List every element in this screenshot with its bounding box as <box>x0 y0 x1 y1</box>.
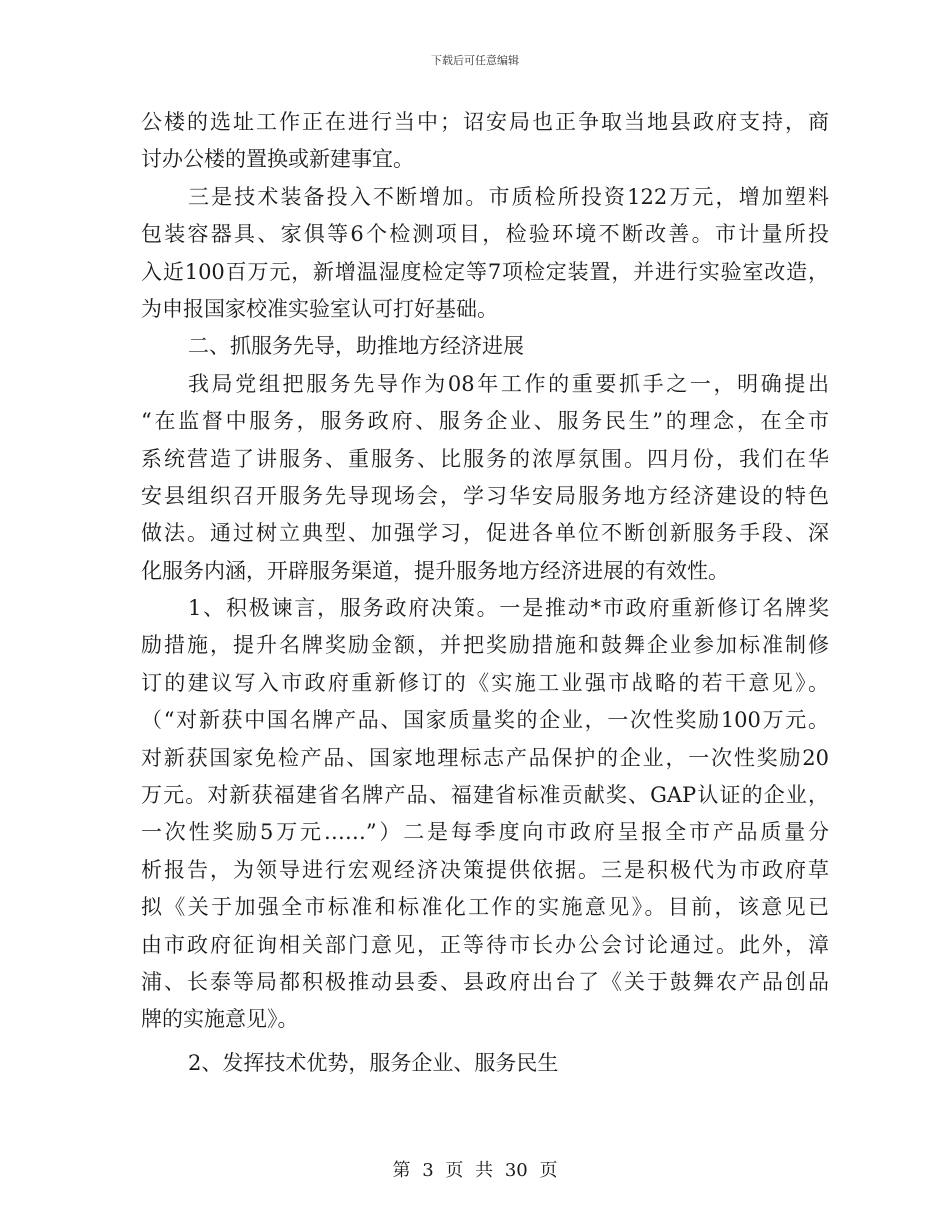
body-line: 做法。通过树立典型、加强学习，促进各单位不断创新服务手段、深 <box>141 521 829 546</box>
body-line: （“对新获中国名牌产品、国家质量奖的企业，一次性奖励100万元。 <box>141 708 829 733</box>
page-number: 第 3 页 共 30 页 <box>392 1160 558 1181</box>
document-body <box>141 104 829 1082</box>
body-line: 励措施，提升名牌奖励金额，并把奖励措施和鼓舞企业参加标准制修 <box>141 633 829 658</box>
body-line: 万元。对新获福建省名牌产品、福建省标准贡献奖、GAP认证的企业， <box>141 783 829 808</box>
body-line: 三是技术装备投入不断增加。市质检所投资122万元，增加塑料 <box>188 184 829 209</box>
page-header-note: 下载后可任意编辑 <box>431 54 519 67</box>
body-line: 析报告，为领导进行宏观经济决策提供依据。三是积极代为市政府草 <box>141 857 829 882</box>
body-line: “在监督中服务，服务政府、服务企业、服务民生”的理念，在全市 <box>141 409 829 434</box>
body-line: 1、积极谏言，服务政府决策。一是推动*市政府重新修订名牌奖 <box>188 596 829 621</box>
section-heading: 二、抓服务先导，助推地方经济进展 <box>188 334 524 359</box>
body-line: 订的建议写入市政府重新修订的《实施工业强市战略的若干意见》。 <box>141 670 829 695</box>
body-line: 入近100百万元，新增温湿度检定等7项检定装置，并进行实验室改造， <box>141 259 829 284</box>
body-line: 系统营造了讲服务、重服务、比服务的浓厚氛围。四月份，我们在华 <box>141 446 829 471</box>
body-line: 我局党组把服务先导作为08年工作的重要抓手之一，明确提出 <box>188 371 829 396</box>
body-line: 牌的实施意见》。 <box>141 1007 299 1032</box>
body-line: 一次性奖励5万元……”）二是每季度向市政府呈报全市产品质量分 <box>141 820 829 845</box>
body-line: 化服务内涵，开辟服务渠道，提升服务地方经济进展的有效性。 <box>141 558 729 583</box>
body-line: 为申报国家校准实验室认可打好基础。 <box>141 296 498 321</box>
body-line: 讨办公楼的置换或新建事宜。 <box>141 147 414 172</box>
section-heading: 2、发挥技术优势，服务企业、服务民生 <box>188 1050 559 1075</box>
body-line: 浦、长泰等局都积极推动县委、县政府出台了《关于鼓舞农产品创品 <box>141 969 829 994</box>
body-line: 对新获国家免检产品、国家地理标志产品保护的企业，一次性奖励20 <box>141 745 829 770</box>
body-line: 拟《关于加强全市标准和标准化工作的实施意见》。目前，该意见已 <box>141 895 829 920</box>
body-line: 包装容器具、家俱等6个检测项目，检验环境不断改善。市计量所投 <box>141 222 829 247</box>
body-line: 公楼的选址工作正在进行当中；诏安局也正争取当地县政府支持，商 <box>141 110 829 134</box>
body-line: 由市政府征询相关部门意见，正等待市长办公会讨论通过。此外，漳 <box>141 932 829 957</box>
body-line: 安县组织召开服务先导现场会，学习华安局服务地方经济建设的特色 <box>141 483 829 508</box>
